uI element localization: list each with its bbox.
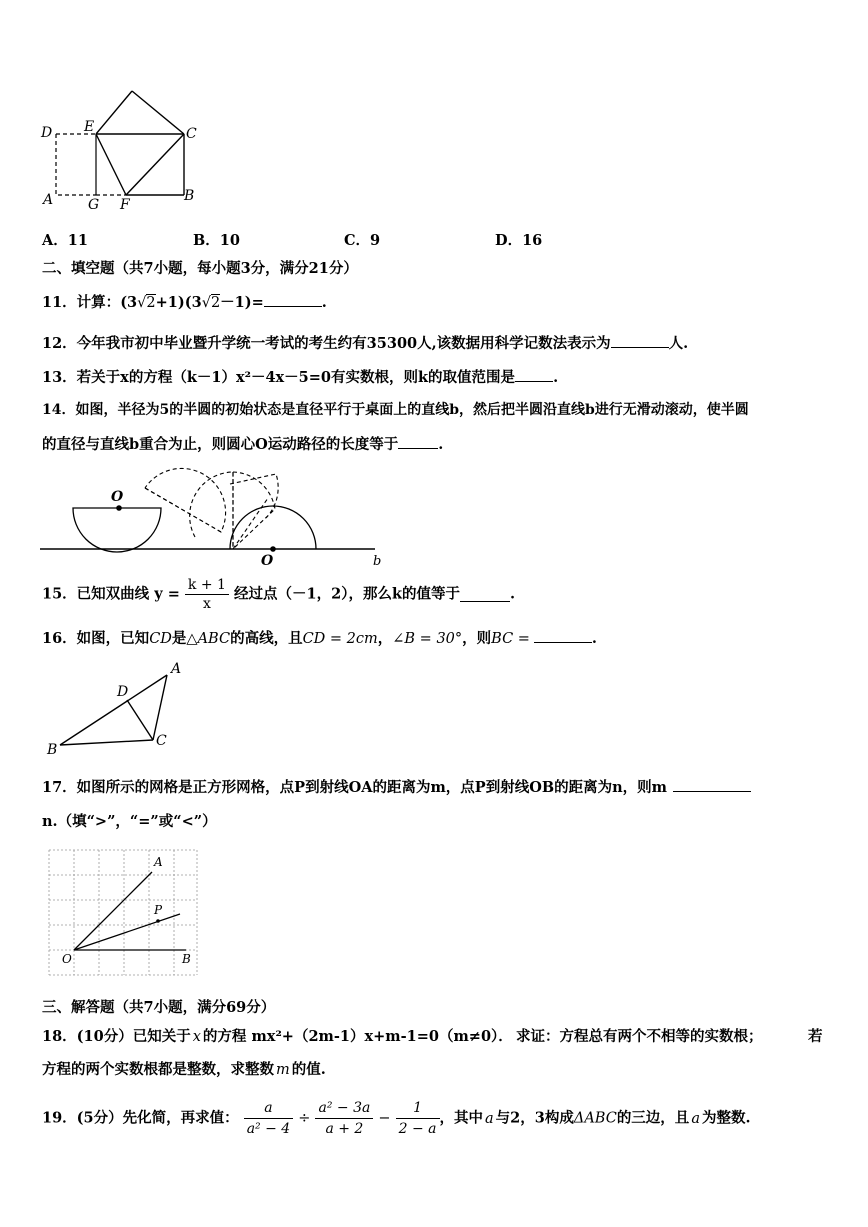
q10-figure (36, 84, 206, 214)
question-19 (42, 1098, 751, 1139)
label-d: D (117, 684, 129, 700)
answer-blank[interactable] (611, 333, 669, 348)
label-c: C (186, 126, 197, 142)
q18-line2a: 方程的两个实数根都是整数，求整数 (42, 1061, 274, 1078)
q15-before: 15．已知双曲线 y = (42, 585, 180, 603)
q18-line1b: 的方程 mx²+（2m-1）x+m-1=0（m≠0）． (202, 1028, 513, 1045)
q11-part1: (3 (120, 294, 138, 311)
numerator: k + 1 (187, 577, 226, 593)
q18-line1a (42, 1025, 513, 1046)
q13-end: . (553, 369, 559, 386)
q11-radicand-2: 2 (210, 295, 221, 311)
q19-op2: − (378, 1110, 391, 1127)
q19-prefix: 19．(5分）先化简，再求值： (42, 1109, 239, 1127)
label-d: D (41, 125, 53, 141)
q12-end: 人. (668, 335, 689, 352)
label-b: B (47, 742, 58, 758)
question-17-line1 (42, 776, 751, 797)
denominator: x (185, 594, 229, 613)
q16-text5: ，则 (462, 630, 492, 647)
q16-text2: 是△ (171, 630, 198, 647)
section-3-heading: 三、解答题（共7小题，满分69分） (42, 999, 276, 1016)
q19-fraction-2 (315, 1098, 373, 1139)
q19-fraction-3 (396, 1098, 440, 1139)
q14-end: . (438, 436, 444, 453)
q19-fraction-1 (244, 1098, 294, 1139)
q18-x: x (192, 1029, 201, 1045)
q12-text: 12．今年我市初中毕业暨升学统一考试的考生约有35300人,该数据用科学记数法表示为 (42, 335, 611, 352)
denominator: a² − 4 (244, 1118, 294, 1139)
q16-figure (40, 660, 200, 760)
numerator: a (264, 1100, 273, 1116)
q19-text3: 的三边，且 (616, 1109, 690, 1127)
q11-num: 11．计算： (42, 294, 121, 311)
q18-line1a-text: 18．(10分）已知关于 (42, 1028, 191, 1045)
sqrt-symbol: √ (201, 295, 211, 311)
q17-line1: 17．如图所示的网格是正方形网格，点P到射线OA的距离为m，点P到射线OB的距离为n，则m (42, 779, 667, 796)
q11-part3: －1)= (220, 294, 264, 311)
label-p: P (154, 903, 163, 917)
q16-text3: 的高线，且 (230, 630, 303, 647)
q19-triangle: ΔABC (573, 1110, 617, 1127)
q18-line2 (42, 1058, 326, 1079)
q19-a2: a (691, 1110, 700, 1127)
q19-text2: 与2，3构成 (495, 1109, 574, 1127)
q16-cd-value: CD = 2cm (302, 631, 378, 647)
sqrt-symbol: √ (137, 295, 147, 311)
question-11 (42, 291, 327, 312)
answer-blank[interactable] (673, 777, 751, 792)
q18-line1d: 若 (808, 1028, 823, 1045)
q16-text4: ， (377, 630, 393, 647)
q16-end: . (591, 630, 597, 647)
label-o-initial: O (111, 489, 124, 505)
question-13 (42, 366, 558, 387)
answer-blank[interactable] (398, 434, 438, 449)
question-12 (42, 332, 688, 353)
q16-abc: ABC (197, 631, 231, 647)
label-g: G (88, 197, 100, 213)
label-c: C (156, 733, 167, 749)
answer-blank[interactable] (460, 587, 510, 602)
denominator: a + 2 (315, 1118, 373, 1139)
q14-figure (40, 462, 390, 572)
question-17-line2: n.（填“>”，“=”或“<”） (42, 813, 217, 830)
q13-text: 13．若关于x的方程（k－1）x²－4x－5=0有实数根，则k的取值范围是 (42, 369, 516, 386)
question-16 (42, 627, 597, 648)
option-c: C．9 (344, 232, 381, 249)
label-o: O (62, 952, 72, 966)
q19-text4: 为整数. (701, 1109, 751, 1127)
answer-blank[interactable] (264, 292, 322, 307)
option-a: A．11 (42, 232, 88, 249)
question-14-line2 (42, 433, 443, 454)
q16-angle: ∠B = 30° (392, 631, 463, 647)
answer-blank[interactable] (515, 367, 553, 382)
label-a: A (43, 192, 54, 208)
q11-end: . (321, 294, 327, 311)
q11-part2: +1)(3 (155, 294, 202, 311)
q16-text1: 16．如图，已知 (42, 630, 150, 647)
numerator: 1 (413, 1100, 423, 1116)
q19-a: a (485, 1110, 494, 1127)
q19-op1: ÷ (298, 1110, 311, 1127)
label-f: F (120, 197, 130, 213)
numerator: a² − 3a (318, 1100, 371, 1116)
option-b: B．10 (193, 232, 240, 249)
label-b: B (184, 188, 195, 204)
q18-m: m (276, 1062, 290, 1078)
label-b-line: b (373, 554, 382, 569)
q17-grid-figure (46, 848, 201, 978)
q16-cd: CD (149, 631, 172, 647)
question-15 (42, 576, 515, 613)
answer-blank[interactable] (534, 628, 592, 643)
q18-line1c: 求证：方程总有两个不相等的实数根； (516, 1028, 763, 1045)
label-a: A (171, 661, 182, 677)
option-d: D．16 (495, 232, 543, 249)
denominator: 2 − a (396, 1118, 440, 1139)
label-b: B (182, 952, 191, 966)
q11-radicand-1: 2 (146, 295, 156, 311)
q16-bc: BC = (491, 631, 530, 647)
q15-after: 经过点（－1，2），那么k的值等于 (234, 585, 460, 603)
q15-fraction (185, 576, 229, 613)
q19-text1: ，其中 (439, 1109, 483, 1127)
section-2-heading: 二、填空题（共7小题，每小题3分，满分21分） (42, 260, 358, 277)
q15-end: . (510, 585, 516, 603)
label-e: E (84, 119, 95, 135)
label-a: A (154, 855, 163, 869)
label-o-final: O (261, 553, 274, 569)
q14-line2: 的直径与直线b重合为止，则圆心O运动路径的长度等于 (42, 436, 399, 453)
question-14-line1: 14．如图，半径为5的半圆的初始状态是直径平行于桌面上的直线b，然后把半圆沿直线b进行无滑动滚动，使半圆 (42, 402, 749, 418)
q18-line2b: 的值. (291, 1061, 326, 1078)
